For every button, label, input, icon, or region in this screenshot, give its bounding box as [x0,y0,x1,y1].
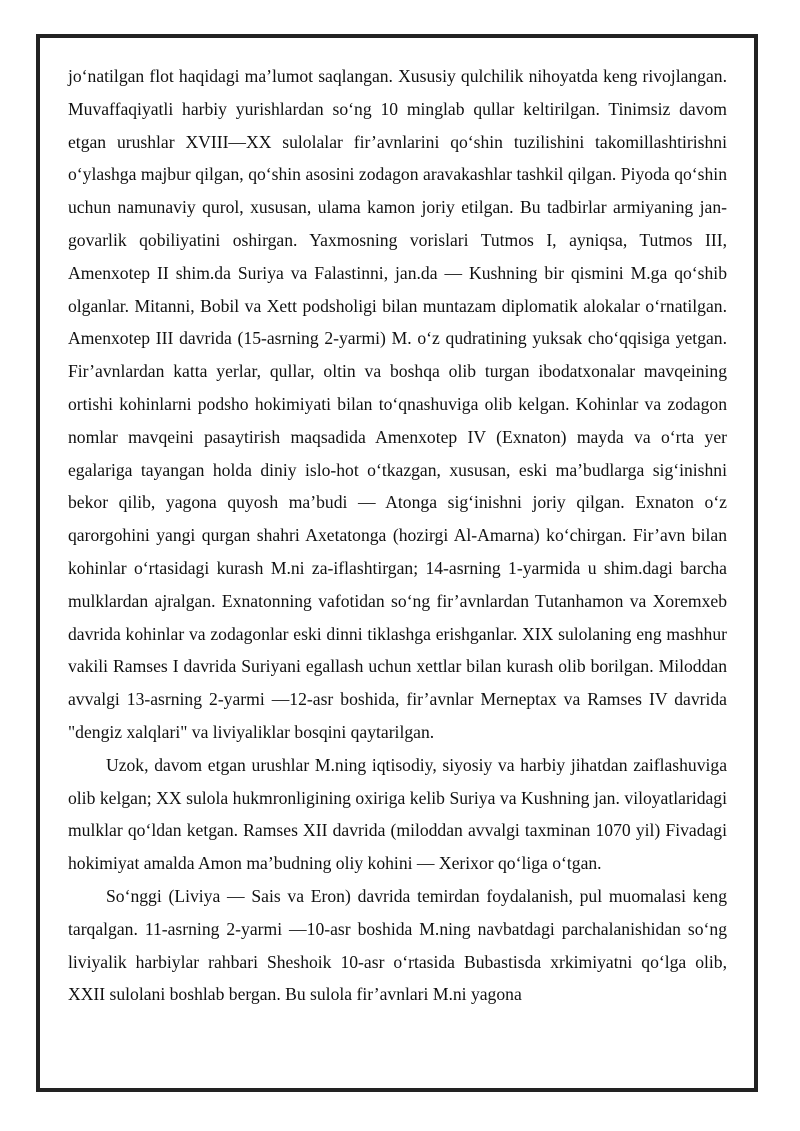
paragraph-1: jo‘natilgan flot haqidagi ma’lumot saqlangan. Xususiy qulchilik nihoyatda keng rivojlangan. Muvaffaqiyatli harbiy yurishlardan so‘ng 10 minglab qullar keltirilgan. Tinimsiz davom etgan urushlar XVIII—XX sulolalar fir’avnlarini qo‘shin tuzilishini takomillashtirishni o‘ylashga majbur qilgan, qo‘shin asosini zodagon aravakashlar tashkil qilgan. Piyoda qo‘shin uchun namunaviy qurol, xususan, ulama kamon joriy etilgan. Bu tadbirlar armiyaning jan-govarlik qobiliyatini oshirgan. Yaxmosning vorislari Tutmos I, ayniqsa, Tutmos III, Amenxotep II shim.da Suriya va Falastinni, jan.da — Kushning bir qismini M.ga qo‘shib olganlar. Mitanni, Bobil va Xett podsholigi bilan muntazam diplomatik alokalar o‘rnatilgan. Amenxotep III davrida (15-asrning 2-yarmi) M. o‘z qudratining yuksak cho‘qqisiga yetgan. Fir’avnlardan katta yerlar, qullar, oltin va boshqa olib turgan ibodatxonalar mavqeining ortishi kohinlarni podsho hokimiyati bilan to‘qnashuviga olib kelgan. Kohinlar va zodagon nomlar mavqeini pasaytirish maqsadida Amenxotep IV (Exnaton) mayda va o‘rta yer egalariga tayangan holda diniy islo-hot o‘tkazgan, xususan, eski ma’budlarga sig‘inishni bekor qilib, yagona quyosh ma’budi — Atonga sig‘inishni joriy qilgan. Exnaton o‘z qarorgohini yangi qurgan shahri Axetatonga (hozirgi Al-Amarna) ko‘chirgan. Fir’avn bilan kohinlar o‘rtasidagi kurash M.ni za-iflashtirgan; 14-asrning 1-yarmida u shim.dagi barcha mulklardan ajralgan. Exnatonning vafotidan so‘ng fir’avnlardan Tutanhamon va Xoremxeb davrida kohinlar va zodagonlar eski dinni tiklashga erishganlar. XIX sulolaning eng mashhur vakili Ramses I davrida Suriyani egallash uchun xettlar bilan kurash olib borilgan. Miloddan avvalgi 13-asrning 2-yarmi —12-asr boshida, fir’avnlar Merneptax va Ramses IV davrida "dengiz xalqlari" va liviyaliklar bosqini qaytarilgan. [68,66,727,742]
paragraph-3: So‘nggi (Liviya — Sais va Eron) davrida temirdan foydalanish, pul muomalasi keng tarqalgan. 11-asrning 2-yarmi —10-asr boshida M.ning navbatdagi parchalanishidan so‘ng liviyalik harbiylar rahbari Sheshoik 10-asr o‘rtasida Bubastisda xrkimiyatni qo‘lga olib, XXII sulolani boshlab bergan. Bu sulola fir’avnlari M.ni yagona [68,885,727,1005]
paragraph-2: Uzok, davom etgan urushlar M.ning iqtisodiy, siyosiy va harbiy jihatdan zaiflashuviga olib kelgan; XX sulola hukmronligining oxiriga kelib Suriya va Kushning jan. viloyatlaridagi mulklar qo‘ldan ketgan. Ramses XII davrida (miloddan avvalgi taxminan 1070 yil) Fivadagi hokimiyat amalda Amon ma’budning oliy kohini — Xerixor qo‘liga o‘tgan. [68,754,727,874]
document-body [68,60,727,1011]
page-border [36,34,758,1092]
